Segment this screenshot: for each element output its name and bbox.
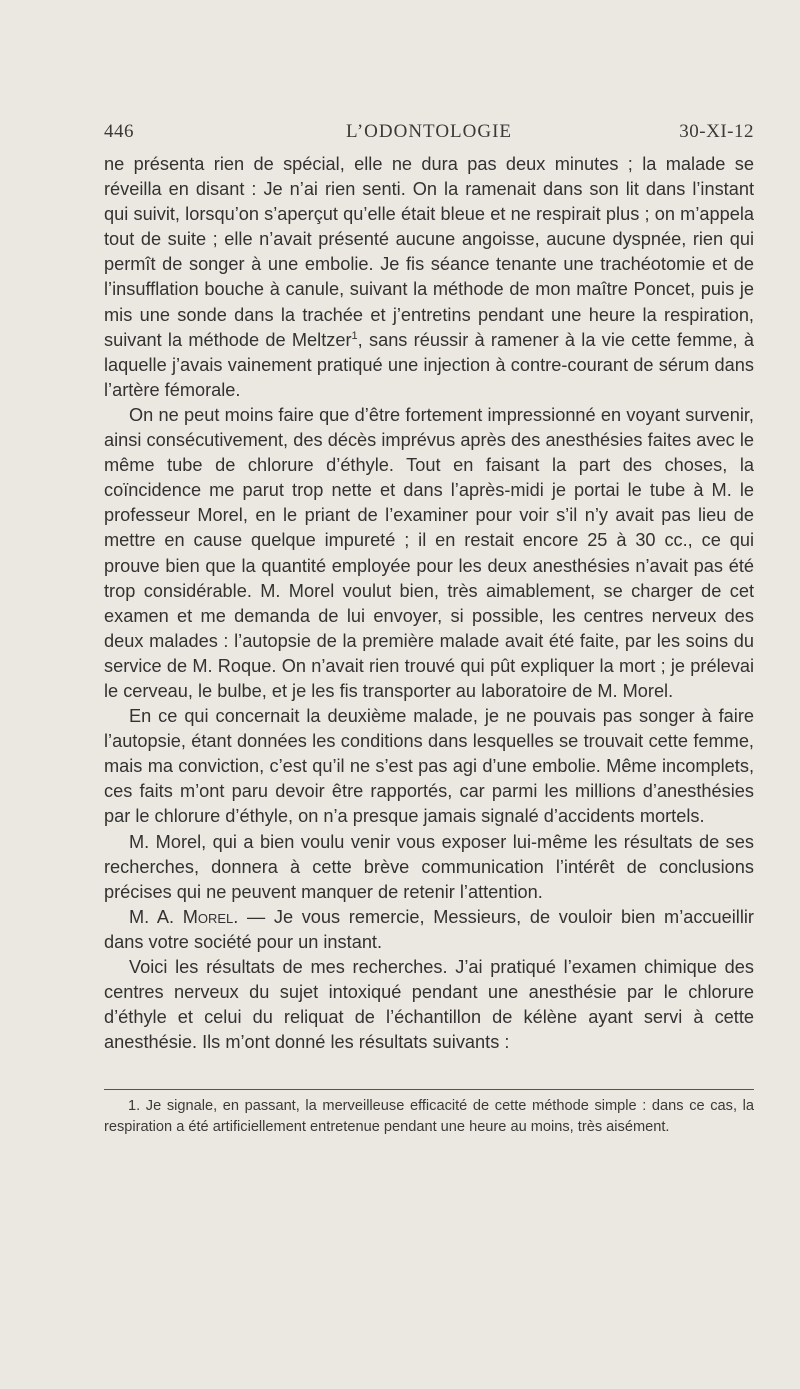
footnote-rule <box>104 1089 754 1090</box>
paragraph-1-text: ne présenta rien de spécial, elle ne dura pas deux minutes ; la malade se réveilla en disant : Je n’ai rien senti. On la ramenait dans son lit dans l’instant qui suivit, lorsqu’on s’aperçut qu’elle était bleue et ne respirait plus ; on m’appela tout de suite ; elle n’avait présenté aucune angoisse, aucune dyspnée, rien qui permît de songer à une embolie. Je fis séance tenante une trachéotomie et de l’insufflation bouche à canule, suivant la méthode de mon maître Poncet, puis je mis une sonde dans la trachée et j’entretins pendant une heure la respiration, suivant la méthode de Meltzer <box>104 154 754 350</box>
running-header <box>104 121 754 147</box>
paragraph-1 <box>104 152 754 403</box>
paragraph-5 <box>104 905 754 955</box>
paragraph-5-text: Je vous remercie, Messieurs, de vouloir bien m’accueillir dans votre société pour un instant. <box>104 906 754 952</box>
footnote-marker: 1 <box>351 329 358 342</box>
paragraph-2: On ne peut moins faire que d’être fortement impressionné en voyant survenir, ainsi consécutivement, des décès imprévus après des anesthésies faites avec le même tube de chlorure d’éthyle. Tout en faisant la part des choses, la coïncidence me parut trop nette et dans l’après-midi je portai le tube à M. le professeur Morel, en le priant de l’examiner pour voir s’il n’y avait pas lieu de mettre en cause quelque impureté ; il en restait encore 25 à 30 cc., ce qui prouve bien que la quantité employée pour les deux anesthésies n’avait pas été trop considérable. M. Morel voulut bien, très aimablement, se charger de cet examen et me demanda de lui envoyer, si possible, les centres nerveux des deux malades : l’autopsie de la première malade avait été faite, par les soins du service de M. Roque. On n’avait rien trouvé qui pût expliquer la mort ; je prélevai le cerveau, le bulbe, et je les fis transporter au laboratoire de M. Morel. <box>104 404 754 701</box>
speaker-name: M. A. Morel. — <box>129 906 266 927</box>
body-text <box>104 152 754 1055</box>
footnote: 1. Je signale, en passant, la merveilleuse efficacité de cette méthode simple : dans ce cas, la respiration a été artificiellement entretenue pendant une heure au moins, très aisément. <box>104 1098 754 1135</box>
paragraph-3: En ce qui concernait la deuxième malade, je ne pouvais pas songer à faire l’autopsie, étant données les conditions dans lesquelles se trouvait cette femme, mais ma conviction, c’est qu’il ne s’est pas agi d’une embolie. Même incomplets, ces faits m’ont paru devoir être rapportés, car parmi les millions d’anesthésies par le chlorure d’éthyle, on n’a presque jamais signalé d’accidents mortels. <box>104 706 754 827</box>
page-number: 446 <box>104 121 134 142</box>
paragraph-6: Voici les résultats de mes recherches. J’ai pratiqué l’examen chimique des centres nerveux du sujet intoxiqué pendant une anesthésie par le chlorure d’éthyle et celui du reliquat de l’échantillon de kélène ayant servi à cette anesthésie. Ils m’ont donné les résultats suivants : <box>104 957 754 1053</box>
paragraph-1-continuation: , sans réussir à ramener à la vie cette femme, à laquelle j’avais vainement pratiqué une injection à contre-courant de sérum dans l’artère fémorale. <box>104 329 754 400</box>
paragraph-4: M. Morel, qui a bien voulu venir vous exposer lui-même les résultats de ses recherches, donnera à cette brève communication l’intérêt de conclusions précises qui ne peuvent manquer de retenir l’attention. <box>104 831 754 902</box>
issue-date: 30-XI-12 <box>679 121 754 142</box>
journal-title: L’ODONTOLOGIE <box>345 121 513 142</box>
